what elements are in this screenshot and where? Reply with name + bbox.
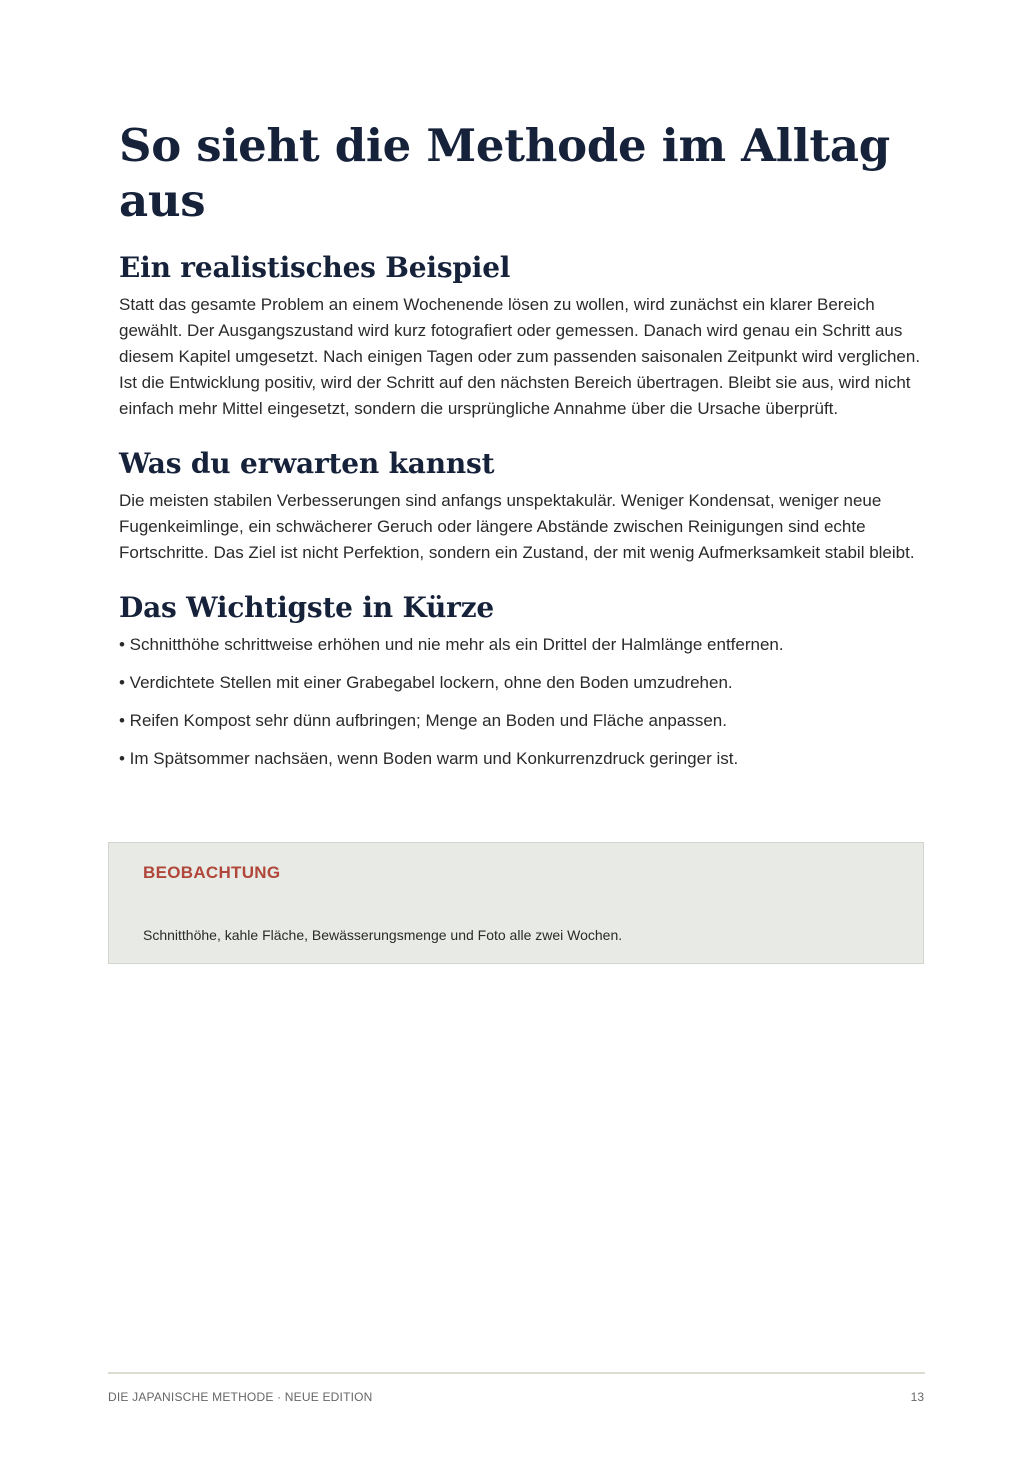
list-item: • Schnitthöhe schrittweise erhöhen und nie mehr als ein Drittel der Halmlänge entfernen. [119,635,784,654]
section-body: Die meisten stabilen Verbesserungen sind anfangs unspektakulär. Weniger Kondensat, weniger neue Fugenkeimlinge, ein schwächerer Geruch oder längere Abstände zwischen Reinigungen sind echte Fortschritte. Das Ziel ist nicht Perfektion, sondern ein Zustand, der mit wenig Aufmerksamkeit stabil bleibt. [119,491,915,562]
section-body: Statt das gesamte Problem an einem Wochenende lösen zu wollen, wird zunächst ein klarer Bereich gewählt. Der Ausgangszustand wird kurz fotografiert oder gemessen. Danach wird genau ein Schritt aus diesem Kapitel umgesetzt. Nach einigen Tagen oder zum passenden saisonalen Zeitpunkt wird verglichen. Ist die Entwicklung positiv, wird der Schritt auf den nächsten Bereich übertragen. Bleibt sie aus, wird nicht einfach mehr Mittel eingesetzt, sondern die ursprüngliche Annahme über die Ursache überprüft. [119,295,921,418]
list-item: • Im Spätsommer nachsäen, wenn Boden warm und Konkurrenzdruck geringer ist. [119,749,739,768]
list-item: • Reifen Kompost sehr dünn aufbringen; Menge an Boden und Fläche anpassen. [119,711,727,730]
summary-list [119,632,925,772]
observation-callout [108,842,924,964]
section-heading: Was du erwarten kannst [119,447,495,480]
list-item: • Verdichtete Stellen mit einer Grabegabel lockern, ohne den Boden umzudrehen. [119,673,733,692]
page-title: So sieht die Methode im Alltag aus [119,119,890,227]
footer-divider [108,1372,925,1374]
section-heading: Das Wichtigste in Kürze [119,591,495,624]
section-example [119,250,925,422]
footer-book-title: DIE JAPANISCHE METHODE · NEUE EDITION [108,1390,373,1404]
section-heading: Ein realistisches Beispiel [119,251,511,284]
section-summary [119,590,925,772]
page-content [119,118,925,784]
callout-title: BEOBACHTUNG [143,863,281,882]
page-number: 13 [910,1390,924,1404]
callout-text: Schnitthöhe, kahle Fläche, Bewässerungsmenge und Foto alle zwei Wochen. [143,927,623,943]
section-expectations [119,446,925,566]
